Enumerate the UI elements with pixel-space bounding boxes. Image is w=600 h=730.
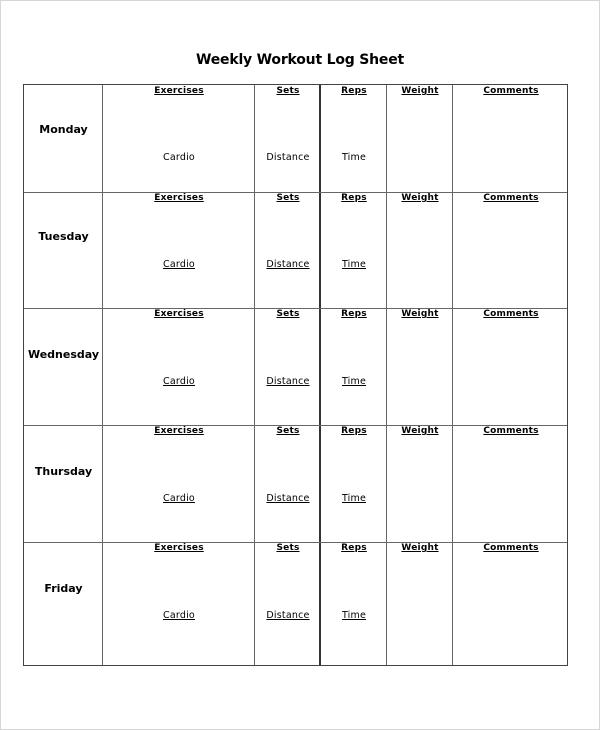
cardio-label: Cardio	[163, 610, 195, 621]
day-label: Monday	[39, 123, 88, 136]
day-label: Thursday	[34, 465, 93, 478]
day-label: Tuesday	[38, 230, 89, 243]
sets-header: Sets	[276, 309, 300, 319]
comments-header: Comments	[483, 426, 539, 436]
exercises-header: Exercises	[154, 86, 204, 96]
distance-label: Distance	[266, 376, 310, 387]
workout-log-table	[23, 84, 568, 666]
exercises-header: Exercises	[154, 543, 204, 553]
weight-header: Weight	[401, 86, 439, 96]
day-label: Wednesday	[27, 348, 100, 361]
distance-label: Distance	[266, 152, 310, 163]
sets-header: Sets	[276, 426, 300, 436]
weight-header: Weight	[401, 543, 439, 553]
time-label: Time	[341, 610, 367, 621]
reps-header: Reps	[341, 193, 367, 203]
sets-header: Sets	[276, 193, 300, 203]
cardio-label: Cardio	[163, 376, 195, 387]
cardio-label: Cardio	[163, 493, 195, 504]
comments-header: Comments	[483, 309, 539, 319]
day-row-wednesday	[24, 308, 567, 425]
distance-label: Distance	[266, 493, 310, 504]
day-label: Friday	[44, 582, 83, 595]
sets-header: Sets	[276, 86, 300, 96]
comments-header: Comments	[483, 193, 539, 203]
exercises-header: Exercises	[154, 426, 204, 436]
day-row-thursday	[24, 425, 567, 542]
weight-header: Weight	[401, 193, 439, 203]
time-label: Time	[341, 493, 367, 504]
reps-header: Reps	[341, 543, 367, 553]
day-row-monday	[24, 85, 567, 192]
day-row-friday	[24, 542, 567, 665]
time-label: Time	[341, 376, 367, 387]
time-label: Time	[341, 152, 367, 163]
page-title: Weekly Workout Log Sheet	[196, 52, 404, 68]
exercises-header: Exercises	[154, 193, 204, 203]
cardio-label: Cardio	[163, 152, 195, 163]
distance-label: Distance	[266, 610, 310, 621]
weight-header: Weight	[401, 309, 439, 319]
reps-header: Reps	[341, 86, 367, 96]
day-row-tuesday	[24, 192, 567, 308]
weight-header: Weight	[401, 426, 439, 436]
exercises-header: Exercises	[154, 309, 204, 319]
comments-header: Comments	[483, 543, 539, 553]
reps-header: Reps	[341, 426, 367, 436]
cardio-label: Cardio	[163, 259, 195, 270]
distance-label: Distance	[266, 259, 310, 270]
time-label: Time	[341, 259, 367, 270]
sets-header: Sets	[276, 543, 300, 553]
reps-header: Reps	[341, 309, 367, 319]
comments-header: Comments	[483, 86, 539, 96]
